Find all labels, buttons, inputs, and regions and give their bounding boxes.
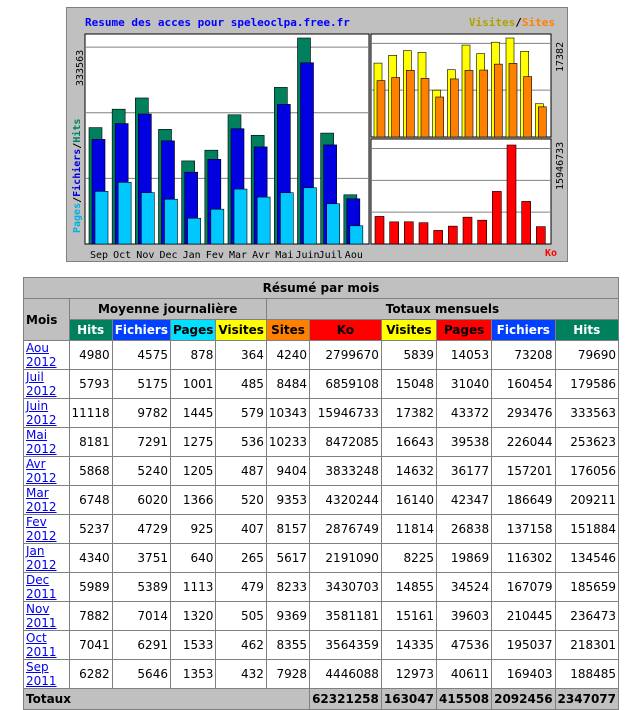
legend-pages-fichiers-hits [72,119,83,233]
table-title: Résumé par mois [24,278,619,299]
value-cell: 7041 [69,631,112,660]
bar-ko [448,226,457,244]
x-tick-label: Oct [113,250,132,261]
usage-chart [66,7,568,262]
value-cell: 1001 [170,370,215,399]
value-cell: 8157 [266,515,309,544]
table-body [24,341,619,689]
value-cell: 8181 [69,428,112,457]
value-cell: 4729 [112,515,170,544]
bar-pages [211,209,224,244]
month-link[interactable]: Avr 2012 [26,457,57,485]
axis-left-max: 333563 [75,49,86,86]
total-ko: 62321258 [310,689,382,710]
value-cell: 7014 [112,602,170,631]
month-link[interactable]: Jan 2012 [26,544,57,572]
value-cell: 4575 [112,341,170,370]
bar-ko [419,223,428,244]
bar-ko [522,201,531,244]
value-cell: 26838 [436,515,491,544]
value-cell: 536 [216,428,266,457]
value-cell: 188485 [555,660,618,689]
value-cell: 151884 [555,515,618,544]
value-cell: 253623 [555,428,618,457]
axis-right-bottom-max: 15946733 [555,141,566,190]
value-cell: 179586 [555,370,618,399]
x-tick-label: Mai [275,250,294,261]
value-cell: 1113 [170,573,215,602]
value-cell: 4320244 [310,486,382,515]
value-cell: 5989 [69,573,112,602]
table-row [24,544,619,573]
value-cell: 31040 [436,370,491,399]
x-tick-label: Nov [136,250,155,261]
x-tick-label: Juin [295,250,320,261]
value-cell: 3751 [112,544,170,573]
bar-sites [377,81,385,137]
value-cell: 4446088 [310,660,382,689]
month-link[interactable]: Mar 2012 [26,486,57,514]
month-cell [24,486,70,515]
value-cell: 1445 [170,399,215,428]
value-cell: 432 [216,660,266,689]
legend-sep-1: / [72,196,83,203]
bar-sites [509,63,517,137]
legend-fichiers: Fichiers [72,148,83,197]
value-cell: 9369 [266,602,309,631]
value-cell: 5240 [112,457,170,486]
value-cell: 2799670 [310,341,382,370]
bar-ko [492,191,501,244]
value-cell: 6282 [69,660,112,689]
bar-sites [392,78,400,137]
month-cell [24,399,70,428]
total-hits: 2347077 [555,689,618,710]
value-cell: 8233 [266,573,309,602]
month-cell [24,341,70,370]
bar-sites [421,78,429,137]
value-cell: 19869 [436,544,491,573]
bar-sites [494,64,502,137]
month-cell [24,602,70,631]
header-hits-daily: Hits [69,320,112,341]
value-cell: 10233 [266,428,309,457]
monthly-summary-table [23,277,619,710]
value-cell: 293476 [492,399,555,428]
value-cell: 462 [216,631,266,660]
value-cell: 6291 [112,631,170,660]
value-cell: 5617 [266,544,309,573]
value-cell: 12973 [381,660,436,689]
month-cell [24,515,70,544]
value-cell: 40611 [436,660,491,689]
bar-sites [538,107,546,137]
value-cell: 3581181 [310,602,382,631]
table-row [24,341,619,370]
legend-hits: Hits [72,118,83,143]
value-cell: 36177 [436,457,491,486]
value-cell: 265 [216,544,266,573]
value-cell: 6859108 [310,370,382,399]
value-cell: 34524 [436,573,491,602]
table-row [24,602,619,631]
value-cell: 9782 [112,399,170,428]
value-cell: 39538 [436,428,491,457]
value-cell: 6020 [112,486,170,515]
value-cell: 16643 [381,428,436,457]
bar-ko [536,227,545,244]
bar-pages [304,188,317,244]
value-cell: 15946733 [310,399,382,428]
legend-visites: Visites [468,16,516,29]
value-cell: 42347 [436,486,491,515]
value-cell: 14335 [381,631,436,660]
value-cell: 47536 [436,631,491,660]
value-cell: 479 [216,573,266,602]
value-cell: 1366 [170,486,215,515]
value-cell: 333563 [555,399,618,428]
header-sites: Sites [266,320,309,341]
bar-ko [434,230,443,244]
value-cell: 15161 [381,602,436,631]
table-row [24,486,619,515]
month-cell [24,428,70,457]
month-link[interactable]: Aou 2012 [26,341,57,369]
x-tick-label: Fev [205,250,224,261]
value-cell: 17382 [381,399,436,428]
value-cell: 8472085 [310,428,382,457]
month-link[interactable]: Dec 2011 [26,573,57,601]
total-fichiers: 2092456 [492,689,555,710]
value-cell: 8225 [381,544,436,573]
bar-sites [465,70,473,137]
totals-row [24,689,619,710]
header-pages-daily: Pages [170,320,215,341]
value-cell: 79690 [555,341,618,370]
value-cell: 195037 [492,631,555,660]
value-cell: 925 [170,515,215,544]
value-cell: 157201 [492,457,555,486]
value-cell: 226044 [492,428,555,457]
month-cell [24,457,70,486]
value-cell: 407 [216,515,266,544]
value-cell: 5868 [69,457,112,486]
ko-label: Ko [544,248,557,259]
header-fichiers-monthly: Fichiers [492,320,555,341]
value-cell: 3833248 [310,457,382,486]
table-row [24,399,619,428]
value-cell: 7291 [112,428,170,457]
x-tick-label: Jan [182,250,201,261]
month-link[interactable]: Sep 2011 [26,660,57,688]
bar-sites [406,70,414,137]
value-cell: 520 [216,486,266,515]
value-cell: 116302 [492,544,555,573]
x-tick-label: Juil [318,250,343,261]
value-cell: 185659 [555,573,618,602]
bar-ko [375,216,384,244]
bar-ko [463,217,472,244]
value-cell: 43372 [436,399,491,428]
bar-pages [188,218,201,244]
value-cell: 8484 [266,370,309,399]
value-cell: 1275 [170,428,215,457]
table-row [24,631,619,660]
bar-sites [524,77,532,137]
bar-pages [141,193,154,244]
value-cell: 640 [170,544,215,573]
table-row [24,428,619,457]
value-cell: 2876749 [310,515,382,544]
bar-ko [478,220,487,244]
value-cell: 3564359 [310,631,382,660]
total-visites: 163047 [381,689,436,710]
x-tick-label: Dec [159,250,178,261]
value-cell: 5839 [381,341,436,370]
value-cell: 1205 [170,457,215,486]
value-cell: 9353 [266,486,309,515]
month-cell [24,370,70,399]
month-link[interactable]: Oct 2011 [26,631,57,659]
totals-label: Totaux [24,689,310,710]
value-cell: 14855 [381,573,436,602]
bar-ko [404,222,413,244]
bar-sites [436,97,444,137]
month-link[interactable]: Juin 2012 [26,399,57,427]
value-cell: 2191090 [310,544,382,573]
bar-pages [350,226,363,244]
header-fichiers-daily: Fichiers [112,320,170,341]
x-tick-label: Sep [89,250,109,261]
header-hits-monthly: Hits [555,320,618,341]
value-cell: 209211 [555,486,618,515]
col-mois: Mois [24,299,70,341]
legend-sep-2: / [72,142,83,149]
value-cell: 5175 [112,370,170,399]
value-cell: 7928 [266,660,309,689]
bar-pages [95,191,108,244]
bar-pages [234,189,247,244]
header-visites-daily: Visites [216,320,266,341]
table-row [24,660,619,689]
value-cell: 579 [216,399,266,428]
value-cell: 7882 [69,602,112,631]
value-cell: 15048 [381,370,436,399]
group-daily: Moyenne journalière [69,299,266,320]
value-cell: 167079 [492,573,555,602]
header-visites-monthly: Visites [381,320,436,341]
value-cell: 10343 [266,399,309,428]
month-cell [24,631,70,660]
legend-visites-sites [469,16,555,29]
value-cell: 4980 [69,341,112,370]
value-cell: 14632 [381,457,436,486]
value-cell: 11814 [381,515,436,544]
table-row [24,370,619,399]
bar-pages [118,182,131,244]
value-cell: 11118 [69,399,112,428]
chart-canvas [67,8,569,263]
chart-title: Resume des acces pour speleoclpa.free.fr [85,16,350,29]
table-row [24,515,619,544]
value-cell: 73208 [492,341,555,370]
value-cell: 6748 [69,486,112,515]
x-tick-label: Aou [344,250,363,261]
value-cell: 878 [170,341,215,370]
value-cell: 4240 [266,341,309,370]
table-row [24,457,619,486]
value-cell: 210445 [492,602,555,631]
value-cell: 134546 [555,544,618,573]
value-cell: 5793 [69,370,112,399]
x-tick-label: Mar [228,250,248,261]
value-cell: 218301 [555,631,618,660]
month-cell [24,573,70,602]
bar-sites [450,79,458,137]
value-cell: 505 [216,602,266,631]
table-row [24,573,619,602]
axis-right-top-max: 17382 [555,41,566,72]
legend-sites: Sites [521,16,555,29]
bar-ko [390,222,399,244]
month-link[interactable]: Fev 2012 [26,515,57,543]
value-cell: 5237 [69,515,112,544]
month-cell [24,660,70,689]
value-cell: 39603 [436,602,491,631]
value-cell: 9404 [266,457,309,486]
bar-sites [480,70,488,137]
month-link[interactable]: Nov 2011 [26,602,57,630]
value-cell: 176056 [555,457,618,486]
bar-pages [327,204,340,244]
value-cell: 1353 [170,660,215,689]
value-cell: 5646 [112,660,170,689]
header-pages-monthly: Pages [436,320,491,341]
group-monthly: Totaux mensuels [266,299,618,320]
bar-pages [257,197,270,244]
value-cell: 485 [216,370,266,399]
value-cell: 14053 [436,341,491,370]
value-cell: 1320 [170,602,215,631]
value-cell: 160454 [492,370,555,399]
value-cell: 4340 [69,544,112,573]
value-cell: 487 [216,457,266,486]
value-cell: 16140 [381,486,436,515]
total-pages: 415508 [436,689,491,710]
x-tick-label: Avr [252,250,271,261]
value-cell: 3430703 [310,573,382,602]
header-ko: Ko [310,320,382,341]
value-cell: 169403 [492,660,555,689]
month-link[interactable]: Juil 2012 [26,370,57,398]
value-cell: 364 [216,341,266,370]
legend-sep: / [515,16,522,29]
bar-pages [280,193,293,244]
value-cell: 137158 [492,515,555,544]
value-cell: 5389 [112,573,170,602]
value-cell: 8355 [266,631,309,660]
month-link[interactable]: Mai 2012 [26,428,57,456]
value-cell: 186649 [492,486,555,515]
bar-ko [507,145,516,244]
value-cell: 236473 [555,602,618,631]
month-cell [24,544,70,573]
value-cell: 1533 [170,631,215,660]
bar-pages [165,199,178,244]
legend-pages: Pages [72,202,83,233]
